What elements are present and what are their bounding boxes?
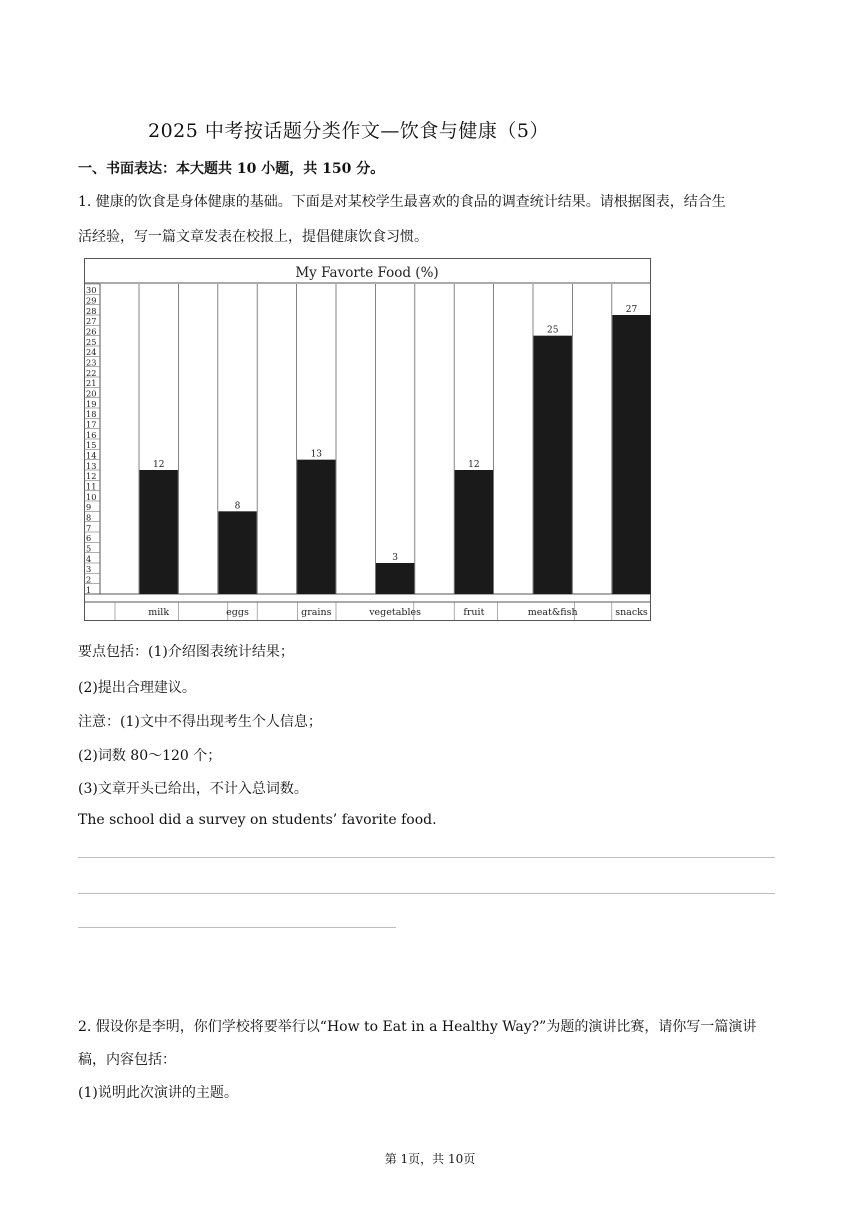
bar-fruit	[455, 470, 493, 594]
bar-eggs	[218, 511, 256, 594]
y-tick-label: 25	[86, 336, 97, 347]
y-tick-label: 16	[86, 429, 97, 440]
page-footer: 第 1页，共 10页	[384, 1152, 476, 1166]
q2-text-line1: 2. 假设你是李明，你们学校将要举行以“How to Eat in a Healthy Way?”为题的演讲比赛，请你写一篇演讲	[78, 1019, 757, 1035]
y-tick-label: 21	[86, 378, 97, 389]
q2-text-line3: (1)说明此次演讲的主题。	[78, 1085, 238, 1101]
note-line-3: (3)文章开头已给出，不计入总词数。	[78, 781, 308, 797]
answer-line-3[interactable]	[78, 927, 396, 928]
category-label-vegetables: vegetables	[369, 607, 421, 618]
bar-value-label: 3	[392, 553, 398, 563]
essay-opening: The school did a survey on students’ favorite food.	[78, 812, 437, 828]
y-tick-label: 11	[86, 481, 97, 492]
y-tick-label: 15	[86, 440, 97, 451]
y-tick-label: 8	[86, 512, 92, 523]
y-tick-label: 1	[86, 584, 92, 595]
y-tick-label: 30	[86, 285, 97, 296]
q2-text-line2: 稿，内容包括：	[78, 1052, 176, 1068]
y-tick-label: 3	[86, 564, 92, 575]
y-tick-label: 4	[86, 553, 92, 564]
note-line-1: 注意：(1)文中不得出现考生个人信息；	[78, 714, 322, 730]
requirements-point-2: (2)提出合理建议。	[78, 680, 196, 696]
bar-value-label: 25	[546, 325, 559, 336]
bar-milk	[140, 470, 178, 594]
favorite-food-chart	[84, 258, 652, 622]
y-tick-label: 20	[86, 388, 97, 399]
y-tick-label: 12	[86, 471, 97, 482]
note-line-2: (2)词数 80～120 个；	[78, 748, 222, 764]
y-tick-label: 22	[86, 367, 97, 378]
bar-value-label: 12	[152, 460, 165, 470]
y-tick-label: 10	[86, 491, 97, 502]
chart-title: My Favorte Food (%)	[295, 265, 439, 281]
y-tick-label: 2	[86, 574, 92, 585]
bar-vegetables	[376, 563, 414, 594]
y-tick-label: 29	[86, 295, 97, 306]
y-tick-label: 23	[86, 357, 97, 368]
requirements-points: 要点包括：(1)介绍图表统计结果；	[78, 644, 294, 660]
bar-value-label: 12	[468, 460, 480, 470]
y-tick-label: 7	[86, 522, 92, 533]
category-label-grains: grains	[301, 607, 332, 618]
y-tick-label: 18	[86, 409, 97, 420]
y-tick-label: 17	[86, 419, 97, 430]
y-tick-label: 28	[86, 305, 97, 316]
y-tick-label: 9	[86, 502, 92, 513]
y-tick-label: 6	[86, 533, 92, 544]
section-heading: 一、书面表达：本大题共 10 小题，共 150 分。	[78, 161, 385, 177]
q1-text-line1: 1. 健康的饮食是身体健康的基础。下面是对某校学生最喜欢的食品的调查统计结果。请根据图表，结合生	[78, 194, 726, 210]
y-tick-label: 14	[86, 450, 97, 461]
bar-value-label: 27	[625, 305, 638, 315]
bar-value-label: 13	[310, 449, 323, 460]
category-label-milk: milk	[148, 607, 170, 618]
document-title: 2025 中考按话题分类作文—饮食与健康（5）	[148, 120, 549, 142]
bar-meat&fish	[534, 336, 572, 594]
y-tick-label: 19	[86, 398, 97, 409]
y-tick-label: 5	[86, 543, 92, 554]
category-label-snacks: snacks	[615, 607, 648, 618]
category-label-meat&fish: meat&fish	[527, 607, 578, 618]
category-label-fruit: fruit	[463, 607, 485, 618]
category-label-eggs: eggs	[226, 607, 249, 618]
q1-text-line2: 活经验，写一篇文章发表在校报上，提倡健康饮食习惯。	[78, 229, 428, 245]
y-tick-label: 26	[86, 326, 97, 337]
bar-snacks	[612, 315, 650, 594]
y-tick-label: 13	[86, 460, 97, 471]
bar-value-label: 8	[234, 501, 241, 512]
y-tick-label: 24	[86, 347, 97, 358]
answer-line-2[interactable]	[78, 893, 775, 894]
bar-grains	[297, 460, 335, 594]
answer-line-1[interactable]	[78, 857, 775, 858]
y-tick-label: 27	[86, 316, 97, 327]
